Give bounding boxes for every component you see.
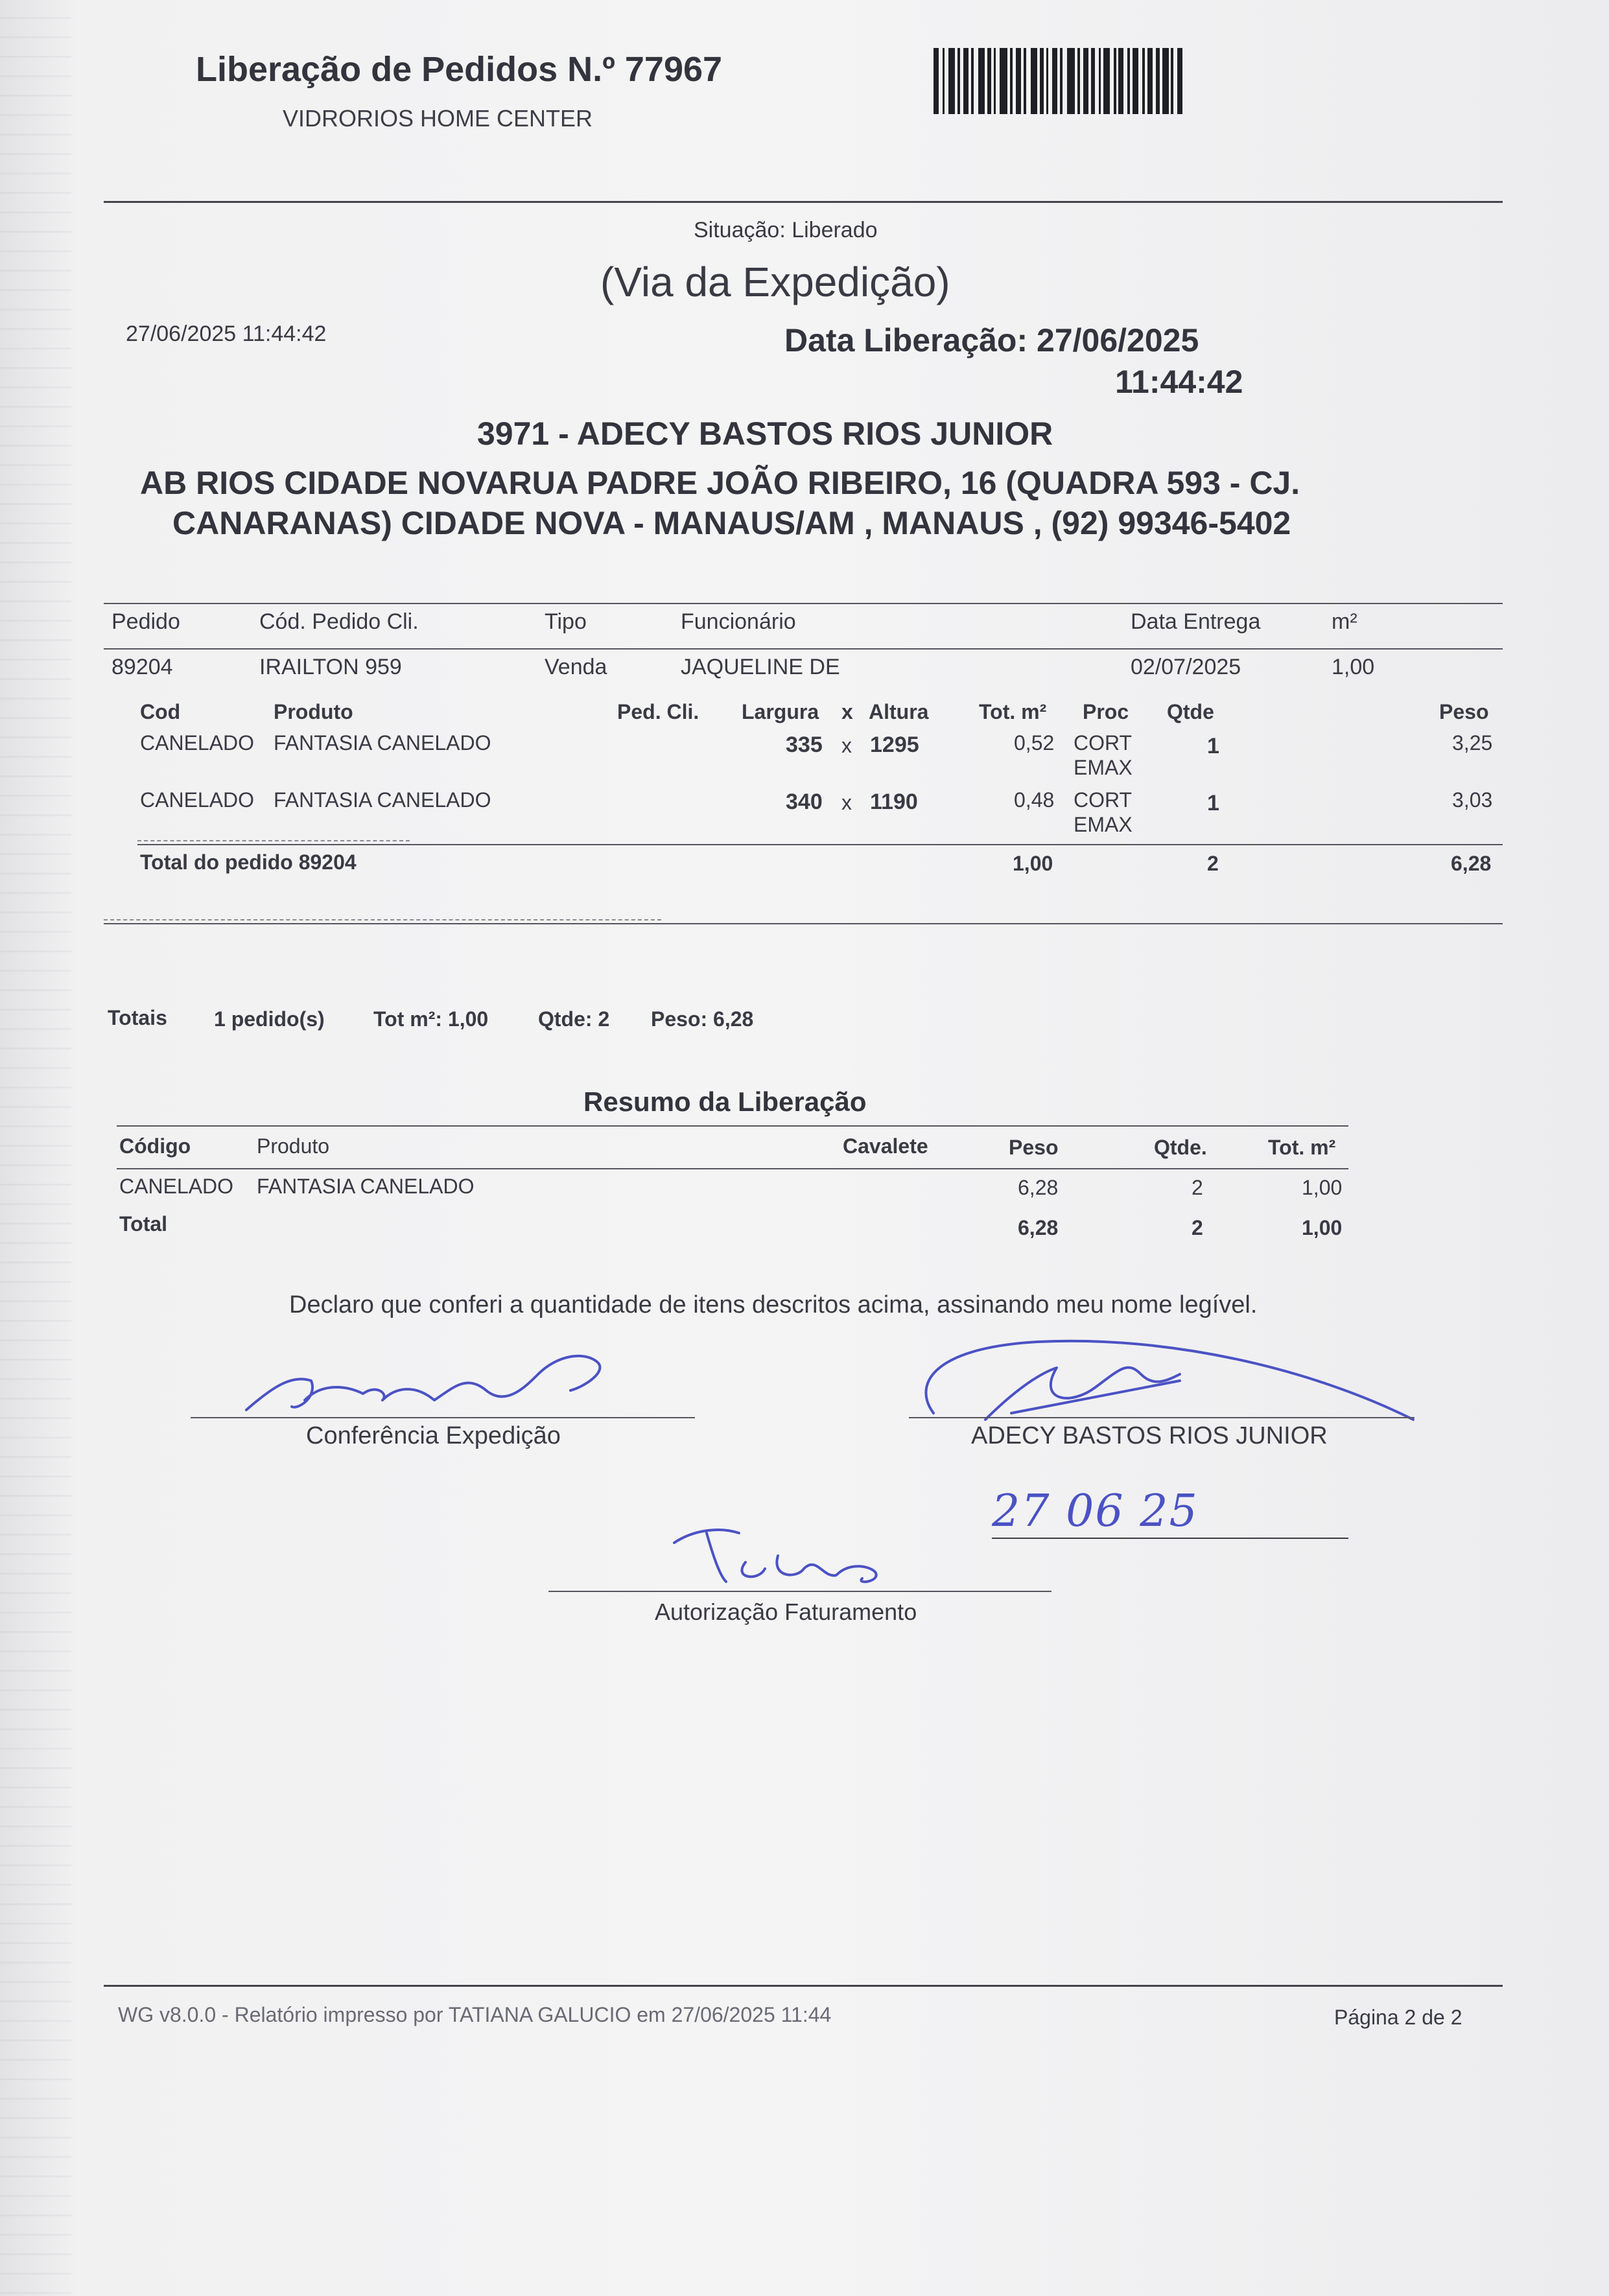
item-col-ped-cli: Ped. Cli. <box>617 700 699 723</box>
item-row-1-peso: 3,25 <box>1452 731 1493 755</box>
company-name: VIDRORIOS HOME CENTER <box>283 105 593 132</box>
item-row-1-proc-cort: CORT <box>1074 731 1133 755</box>
item-row-1-largura: 335 <box>786 732 823 757</box>
release-date: Data Liberação: 27/06/2025 <box>784 322 1199 358</box>
col-header-pedido: Pedido <box>112 609 180 634</box>
order-data-entrega: 02/07/2025 <box>1131 655 1241 679</box>
totals-label: Totais <box>108 1006 167 1029</box>
handwritten-signature-faturamento <box>668 1517 914 1595</box>
item-col-tot-m2: Tot. m² <box>979 700 1047 723</box>
customer-address-line2: CANARANAS) CIDADE NOVA - MANAUS/AM , MANAUS , (92) 99346-5402 <box>172 505 1291 541</box>
item-row-1-tot-m2: 0,52 <box>1014 731 1055 755</box>
item-col-proc: Proc <box>1083 700 1129 723</box>
printed-datetime: 27/06/2025 11:44:42 <box>126 322 327 346</box>
section-end-rule <box>104 923 1503 924</box>
item-col-produto: Produto <box>274 700 353 723</box>
col-header-cod-pedido-cli: Cód. Pedido Cli. <box>259 609 419 634</box>
totals-qtde: Qtde: 2 <box>538 1007 610 1031</box>
summary-row-peso: 6,28 <box>1018 1176 1059 1199</box>
section-dash-rule <box>104 919 661 920</box>
item-col-x: x <box>841 700 853 723</box>
customer-address-line1: AB RIOS CIDADE NOVARUA PADRE JOÃO RIBEIRO, 16 (QUADRA 593 - CJ. <box>140 465 1300 501</box>
item-row-1-qtde: 1 <box>1207 734 1219 758</box>
item-row-1-cod: CANELADO <box>140 731 255 755</box>
item-row-2-qtde: 1 <box>1207 791 1219 815</box>
order-table-top-rule <box>104 603 1503 604</box>
order-pedido: 89204 <box>112 655 173 679</box>
item-row-2-cod: CANELADO <box>140 788 255 812</box>
summary-top-rule <box>117 1125 1348 1127</box>
signature-line-faturamento <box>548 1591 1051 1592</box>
item-col-largura: Largura <box>742 700 819 723</box>
summary-total-qtde: 2 <box>1192 1216 1203 1239</box>
order-table-header-rule <box>104 648 1503 650</box>
summary-row-codigo: CANELADO <box>119 1175 234 1198</box>
footer-divider <box>104 1985 1503 1987</box>
item-row-2-largura: 340 <box>786 790 823 814</box>
via-title: (Via da Expedição) <box>600 259 950 305</box>
item-row-2-altura: 1190 <box>870 790 918 814</box>
order-m2: 1,00 <box>1332 655 1375 679</box>
col-header-data-entrega: Data Entrega <box>1131 609 1261 634</box>
item-row-2-x: x <box>841 791 852 814</box>
summary-total-peso: 6,28 <box>1018 1216 1059 1239</box>
order-tipo: Venda <box>545 655 607 679</box>
order-total-peso: 6,28 <box>1451 852 1492 875</box>
totals-tot-m2: Tot m²: 1,00 <box>373 1007 489 1031</box>
status-text: Situação: Liberado <box>694 218 878 242</box>
signature-line-conferencia <box>191 1417 695 1418</box>
order-cod-pedido-cli: IRAILTON 959 <box>259 655 402 679</box>
order-total-qtde: 2 <box>1207 852 1219 875</box>
summary-col-codigo: Código <box>119 1134 191 1158</box>
summary-title: Resumo da Liberação <box>583 1086 867 1117</box>
signature-line-customer <box>909 1417 1415 1418</box>
customer-name: 3971 - ADECY BASTOS RIOS JUNIOR <box>477 416 1053 452</box>
col-header-tipo: Tipo <box>545 609 587 634</box>
item-row-2-tot-m2: 0,48 <box>1014 788 1055 812</box>
order-funcionario: JAQUELINE DE <box>681 655 840 679</box>
summary-row-produto: FANTASIA CANELADO <box>257 1175 475 1198</box>
document-title: Liberação de Pedidos N.º 77967 <box>196 50 723 89</box>
items-total-rule <box>137 844 1503 845</box>
item-row-1-x: x <box>841 734 852 757</box>
col-header-m2: m² <box>1332 609 1357 634</box>
handwritten-signature-expedicao <box>220 1348 661 1420</box>
item-col-altura: Altura <box>869 700 929 723</box>
summary-header-rule <box>117 1168 1348 1169</box>
item-row-1-proc-emax: EMAX <box>1074 756 1133 779</box>
item-row-2-proc-cort: CORT <box>1074 788 1133 812</box>
item-row-2-produto: FANTASIA CANELADO <box>274 788 491 812</box>
barcode <box>934 48 1182 114</box>
item-row-2-proc-emax: EMAX <box>1074 813 1133 836</box>
order-total-m2: 1,00 <box>1013 852 1053 875</box>
item-row-1-altura: 1295 <box>870 732 919 757</box>
summary-col-qtde: Qtde. <box>1154 1136 1207 1159</box>
summary-total-tot-m2: 1,00 <box>1302 1216 1343 1239</box>
header-divider <box>104 201 1503 203</box>
summary-col-cavalete: Cavalete <box>843 1134 928 1158</box>
footer-printed-by: WG v8.0.0 - Relatório impresso por TATIANA GALUCIO em 27/06/2025 11:44 <box>118 2003 832 2026</box>
footer-page-number: Página 2 de 2 <box>1334 2006 1462 2029</box>
totals-peso: Peso: 6,28 <box>651 1007 754 1031</box>
col-header-funcionario: Funcionário <box>681 609 796 634</box>
handwritten-date: 27 06 25 <box>992 1486 1199 1537</box>
item-col-cod: Cod <box>140 700 181 723</box>
date-line <box>992 1538 1348 1539</box>
summary-row-qtde: 2 <box>1192 1176 1203 1199</box>
totals-pedidos: 1 pedido(s) <box>214 1007 325 1031</box>
item-row-1-produto: FANTASIA CANELADO <box>274 731 491 755</box>
summary-col-produto: Produto <box>257 1134 330 1158</box>
item-row-2-peso: 3,03 <box>1452 788 1493 812</box>
scan-edge-artifact <box>0 0 71 2296</box>
signature-label-customer: ADECY BASTOS RIOS JUNIOR <box>971 1422 1328 1449</box>
item-col-peso: Peso <box>1439 700 1489 723</box>
handwritten-signature-customer <box>908 1322 1426 1426</box>
order-total-label: Total do pedido 89204 <box>140 850 357 874</box>
summary-total-label: Total <box>119 1212 168 1236</box>
declaration-text: Declaro que conferi a quantidade de itens descritos acima, assinando meu nome legível. <box>289 1291 1258 1318</box>
item-col-qtde: Qtde <box>1167 700 1214 723</box>
release-time: 11:44:42 <box>1115 364 1243 400</box>
summary-col-tot-m2: Tot. m² <box>1268 1136 1336 1159</box>
signature-label-faturamento: Autorização Faturamento <box>655 1599 917 1625</box>
signature-label-conferencia: Conferência Expedição <box>306 1422 561 1449</box>
summary-col-peso: Peso <box>1009 1136 1059 1159</box>
items-dash-rule <box>137 840 410 841</box>
summary-row-tot-m2: 1,00 <box>1302 1176 1343 1199</box>
